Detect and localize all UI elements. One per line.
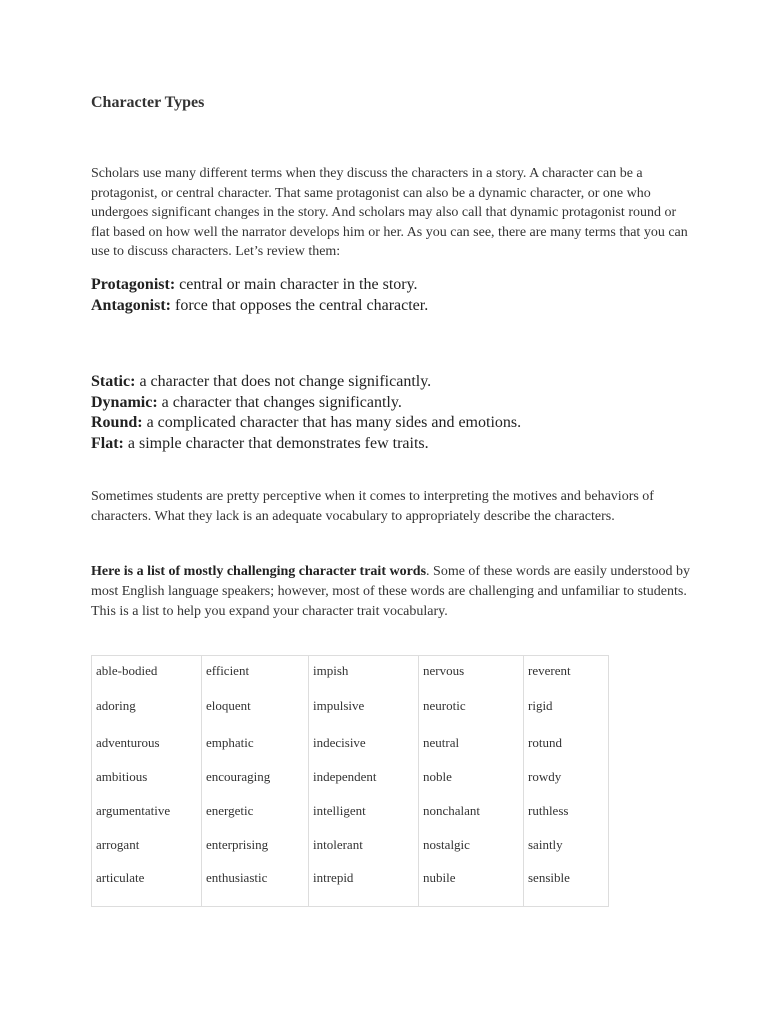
definition-text: a simple character that demonstrates few traits. xyxy=(123,434,429,452)
table-cell: enterprising xyxy=(202,828,309,862)
table-cell: adoring xyxy=(92,686,202,726)
table-cell: eloquent xyxy=(202,686,309,726)
definition-term: Static: xyxy=(91,373,136,390)
table-cell: enthusiastic xyxy=(202,862,309,907)
table-cell: reverent xyxy=(524,656,609,687)
table-cell: energetic xyxy=(202,794,309,828)
table-row xyxy=(92,862,609,907)
definition-item xyxy=(91,296,428,317)
table-cell: impulsive xyxy=(309,686,419,726)
table-row xyxy=(92,760,609,794)
intro-paragraph: Scholars use many different terms when they discuss the characters in a story. A character can be a protagonist, or central character. That same protagonist can also be a dynamic character, or one who undergoes significant changes in the story. And scholars may also call that dynamic protagonist round or flat based on how well the narrator develops him or her. As you can see, there are many terms that you can use to discuss characters. Let’s review them: xyxy=(91,166,688,259)
trait-list-intro xyxy=(91,562,691,622)
table-cell: rigid xyxy=(524,686,609,726)
definition-term: Round: xyxy=(91,414,143,431)
table-cell: articulate xyxy=(92,862,202,907)
table-cell: arrogant xyxy=(92,828,202,862)
table-cell: rowdy xyxy=(524,760,609,794)
table-cell: intrepid xyxy=(309,862,419,907)
table-cell: rotund xyxy=(524,726,609,760)
definition-term: Antagonist: xyxy=(91,296,172,314)
table-cell: impish xyxy=(309,656,419,687)
table-cell: noble xyxy=(419,760,524,794)
table-cell: saintly xyxy=(524,828,609,862)
definition-item xyxy=(91,413,521,434)
table-cell: neutral xyxy=(419,726,524,760)
table-cell: sensible xyxy=(524,862,609,907)
table-cell: able-bodied xyxy=(92,656,202,687)
table-cell: argumentative xyxy=(92,794,202,828)
definition-term: Protagonist: xyxy=(91,276,176,293)
definition-text: force that opposes the central character. xyxy=(171,296,429,314)
table-cell: encouraging xyxy=(202,760,309,794)
table-cell: nubile xyxy=(419,862,524,907)
definition-item xyxy=(91,372,521,393)
table-cell: intolerant xyxy=(309,828,419,862)
trait-list-intro-rest: . Some of these words are easily understood by most English language speakers; however, most of these words are challenging and unfamiliar to students. This is a list to help you expand your character trait vocabulary. xyxy=(91,564,691,619)
trait-word-table xyxy=(91,655,609,907)
table-cell: nervous xyxy=(419,656,524,687)
table-cell: nonchalant xyxy=(419,794,524,828)
table-cell: intelligent xyxy=(309,794,419,828)
body-paragraph: Sometimes students are pretty perceptive when it comes to interpreting the motives and behaviors of characters. What they lack is an adequate vocabulary to appropriately describe the characters. xyxy=(91,489,654,524)
definition-term: Flat: xyxy=(91,434,124,452)
page-title: Character Types xyxy=(91,94,205,111)
definitions-character-development xyxy=(91,372,521,454)
definitions-main-characters xyxy=(91,275,428,316)
table-cell: indecisive xyxy=(309,726,419,760)
table-cell: independent xyxy=(309,760,419,794)
table-cell: emphatic xyxy=(202,726,309,760)
table-cell: neurotic xyxy=(419,686,524,726)
table-cell: ambitious xyxy=(92,760,202,794)
table-row xyxy=(92,828,609,862)
definition-text: central or main character in the story. xyxy=(175,276,418,293)
definition-text: a complicated character that has many sides and emotions. xyxy=(142,414,522,431)
table-row xyxy=(92,656,609,687)
definition-item xyxy=(91,393,521,414)
table-cell: ruthless xyxy=(524,794,609,828)
table-cell: adventurous xyxy=(92,726,202,760)
definition-item xyxy=(91,434,521,455)
definition-text: a character that does not change significantly. xyxy=(135,373,432,390)
table-row xyxy=(92,686,609,726)
definition-item xyxy=(91,275,428,296)
definition-term: Dynamic: xyxy=(91,393,158,411)
table-cell: nostalgic xyxy=(419,828,524,862)
table-row xyxy=(92,726,609,760)
table-row xyxy=(92,794,609,828)
definition-text: a character that changes significantly. xyxy=(157,393,402,411)
trait-list-intro-bold: Here is a list of mostly challenging character trait words xyxy=(91,564,427,579)
table-cell: efficient xyxy=(202,656,309,687)
